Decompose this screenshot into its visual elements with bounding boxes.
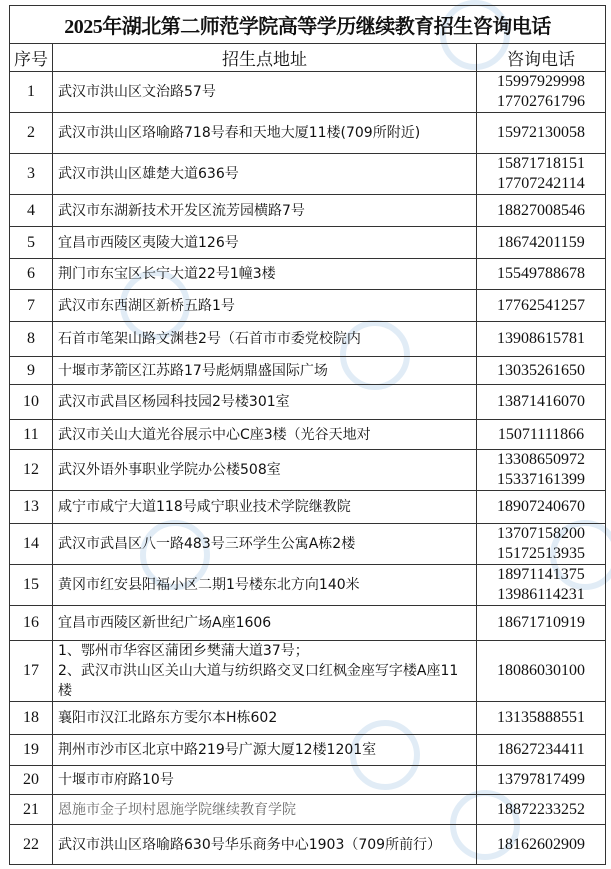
table-row [10,227,606,259]
address-text: 荆门市东宝区长宁大道22号1幢3楼 [58,266,276,282]
address-text-2: 2、武汉市洪山区关山大道与纺织路交叉口红枫金座写字楼A座11楼 [58,663,459,699]
address-text: 武汉市东湖新技术开发区流芳园横路7号 [58,202,305,219]
address-cell [53,113,477,154]
phone-cell [477,420,606,450]
address-text: 武汉市武昌区八一路483号三环学生公寓A栋2楼 [58,536,356,552]
phone-cell [477,357,606,385]
phone-number: 15337161399 [497,471,585,488]
phone-number: 17707242114 [497,175,585,192]
phone-cell [477,450,606,491]
page-title: 2025年湖北第二师范学院高等学历继续教育招生咨询电话 [10,6,606,44]
phone-cell [477,524,606,565]
address-cell [53,420,477,450]
column-header-index: 序号 [10,44,53,72]
phone-number: 15172513935 [497,545,585,562]
table-row [10,735,606,766]
table-row [10,357,606,385]
phone-number: 15871718151 [497,155,585,172]
address-cell [53,641,477,702]
table-row [10,766,606,795]
address-text: 武汉市洪山区珞喻路718号春和天地大厦11楼(709所附近) [58,125,421,141]
phone-cell [477,385,606,420]
address-cell [53,565,477,606]
row-index: 5 [10,227,53,259]
column-header-phone: 咨询电话 [477,44,606,72]
phone-number: 13135888551 [497,709,585,726]
phone-cell [477,113,606,154]
address-cell [53,825,477,865]
address-cell [53,357,477,385]
address-cell [53,322,477,357]
address-text: 襄阳市汉江北路东方雯尔本H栋602 [58,710,278,726]
phone-number: 15972130058 [497,124,585,141]
phone-number: 13707158200 [497,525,585,542]
table-row [10,322,606,357]
phone-number: 17702761796 [497,93,585,110]
table-row [10,420,606,450]
phone-cell [477,227,606,259]
address-text: 恩施市金子坝村恩施学院继续教育学院 [58,801,296,818]
phone-cell [477,702,606,735]
phone-cell [477,491,606,524]
phone-cell [477,154,606,195]
column-header-address: 招生点地址 [53,44,477,72]
address-cell [53,766,477,795]
row-index: 22 [10,825,53,865]
phone-cell [477,290,606,322]
row-index: 15 [10,565,53,606]
address-text: 荆州市沙市区北京中路219号广源大厦12楼1201室 [58,742,377,758]
address-text: 武汉市武昌区杨园科技园2号楼301室 [58,394,290,410]
address-cell [53,259,477,290]
table-row [10,113,606,154]
phone-number: 18086030100 [497,662,585,679]
address-text: 十堰市市府路10号 [58,772,174,788]
row-index: 21 [10,795,53,825]
table-row [10,795,606,825]
address-cell [53,524,477,565]
row-index: 16 [10,606,53,641]
row-index: 4 [10,195,53,227]
address-cell [53,702,477,735]
phone-number: 13797817499 [497,771,585,788]
table-row [10,450,606,491]
phone-number: 18671710919 [497,614,585,631]
table-row [10,72,606,113]
phone-number: 18627234411 [497,741,585,758]
address-text: 1、鄂州市华容区蒲团乡樊蒲大道37号； [58,643,309,659]
row-index: 14 [10,524,53,565]
row-index: 9 [10,357,53,385]
phone-number: 18674201159 [497,233,585,251]
phone-number: 13908615781 [497,330,585,347]
row-index: 3 [10,154,53,195]
address-text: 武汉市东西湖区新桥五路1号 [58,297,235,314]
phone-number: 18872233252 [497,800,585,818]
row-index: 6 [10,259,53,290]
phone-number: 13035261650 [497,361,585,379]
phone-number: 17762541257 [497,296,585,314]
row-index: 13 [10,491,53,524]
address-text: 咸宁市咸宁大道118号咸宁职业技术学院继教院 [58,499,351,515]
phone-number: 15549788678 [497,265,585,282]
address-cell [53,491,477,524]
address-text: 十堰市茅箭区江苏路17号彪炳鼎盛国际广场 [58,362,328,379]
phone-number: 18971141375 [497,566,585,583]
phone-number: 18907240670 [497,498,585,515]
address-cell [53,195,477,227]
address-text: 宜昌市西陵区夷陵大道126号 [58,234,239,251]
address-cell [53,290,477,322]
phone-cell [477,72,606,113]
phone-number: 18162602909 [497,835,585,853]
phone-number: 18827008546 [497,201,585,219]
phone-number: 15071111866 [497,425,585,443]
row-index: 2 [10,113,53,154]
table-row [10,565,606,606]
table-row [10,259,606,290]
row-index: 20 [10,766,53,795]
phone-number: 13986114231 [497,586,585,603]
phone-cell [477,641,606,702]
table-row [10,825,606,865]
row-index: 11 [10,420,53,450]
address-cell [53,735,477,766]
address-cell [53,227,477,259]
row-index: 18 [10,702,53,735]
address-text: 黄冈市红安县阳福小区二期1号楼东北方向140米 [58,577,360,593]
address-cell [53,154,477,195]
address-cell [53,72,477,113]
table-row [10,606,606,641]
address-text: 武汉市洪山区珞喻路630号华乐商务中心1903（709所前行） [58,836,442,853]
row-index: 8 [10,322,53,357]
phone-cell [477,259,606,290]
table-row [10,385,606,420]
address-cell [53,795,477,825]
address-cell [53,606,477,641]
phone-cell [477,322,606,357]
table-row [10,641,606,702]
row-index: 10 [10,385,53,420]
phone-number: 13308650972 [497,451,585,468]
table-row [10,290,606,322]
address-cell [53,450,477,491]
admissions-contact-table [9,5,606,865]
address-text: 石首市笔架山路文渊巷2号（石首市市委党校院内 [58,331,361,347]
table-row [10,195,606,227]
row-index: 7 [10,290,53,322]
row-index: 17 [10,641,53,702]
phone-cell [477,825,606,865]
row-index: 1 [10,72,53,113]
phone-cell [477,735,606,766]
address-text: 武汉外语外事职业学院办公楼508室 [58,462,281,478]
phone-cell [477,766,606,795]
phone-cell [477,565,606,606]
address-cell [53,385,477,420]
row-index: 12 [10,450,53,491]
address-text: 武汉市洪山区雄楚大道636号 [58,166,239,182]
table-row [10,491,606,524]
table-row [10,524,606,565]
phone-cell [477,606,606,641]
phone-number: 13871416070 [497,393,585,410]
address-text: 武汉市洪山区文治路57号 [58,84,216,100]
row-index: 19 [10,735,53,766]
phone-cell [477,195,606,227]
table-row [10,702,606,735]
phone-cell [477,795,606,825]
address-text: 宜昌市西陵区新世纪广场A座1606 [58,615,272,631]
address-text: 武汉市关山大道光谷展示中心C座3楼（光谷天地对 [58,426,371,443]
table-row [10,154,606,195]
phone-number: 15997929998 [497,73,585,90]
